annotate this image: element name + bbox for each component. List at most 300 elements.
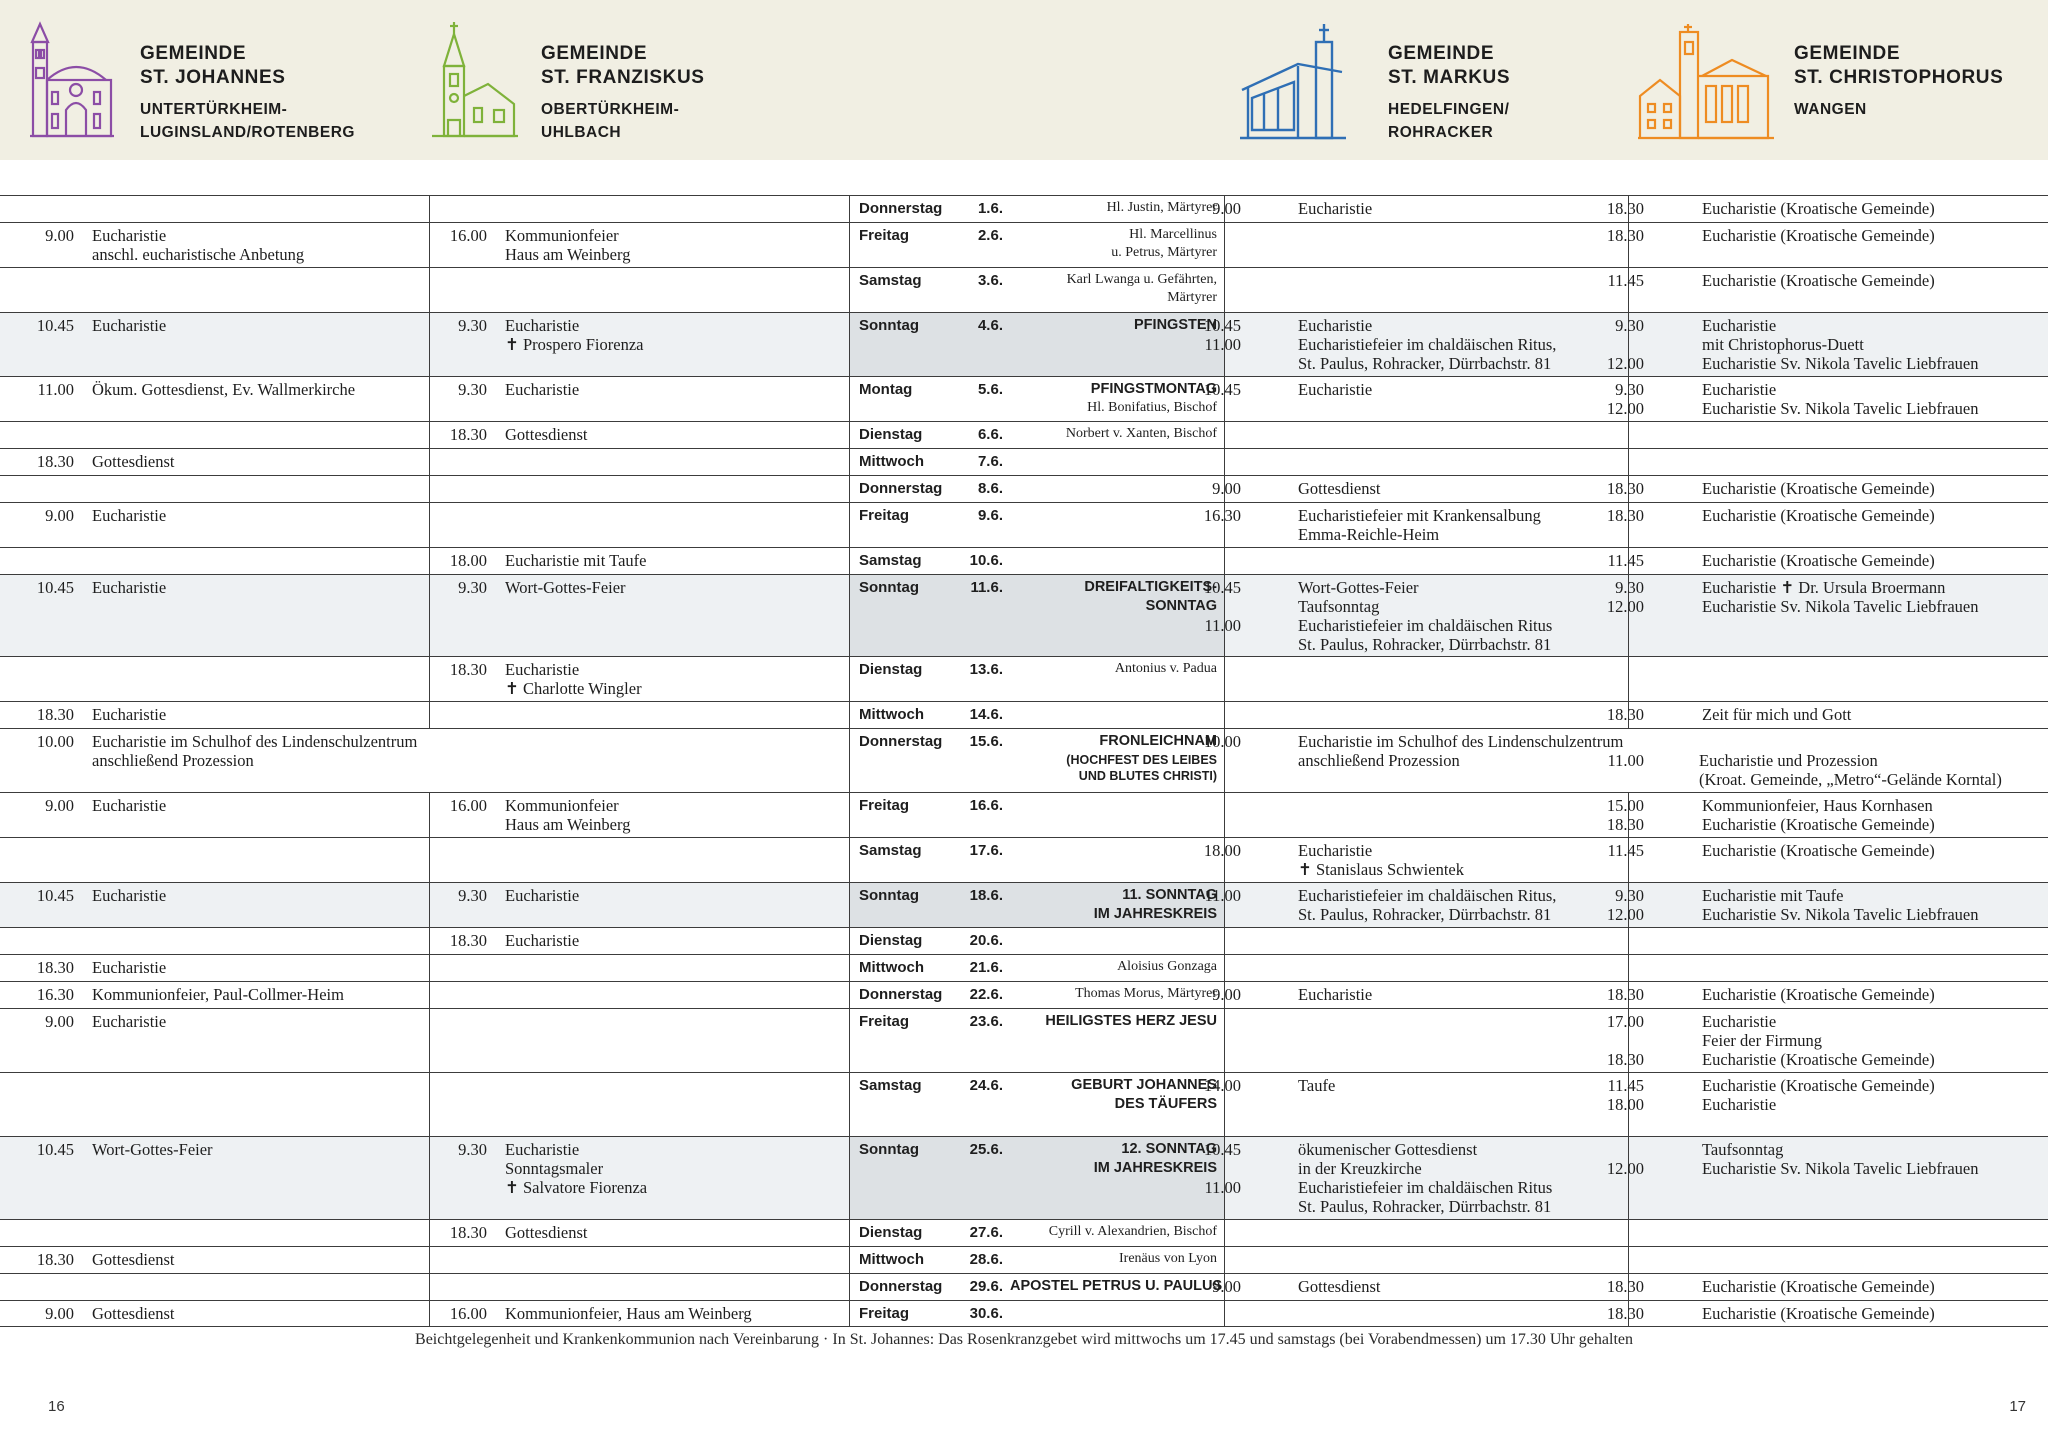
service-description: Eucharistie (Kroatische Gemeinde) [1702,815,1935,834]
service-description: Eucharistie (Kroatische Gemeinde) [1702,841,1935,860]
service-description: Eucharistie [505,1140,580,1159]
service-description: Eucharistiefeier mit Krankensalbung [1298,506,1541,525]
service-description: Eucharistie [1298,380,1373,399]
service-description: Eucharistie mit Taufe [1702,886,1844,905]
column-divider [1224,657,1225,701]
column-divider [429,476,430,502]
table-row [0,376,2048,421]
column-divider [429,1247,430,1273]
service-time: 16.00 [449,796,487,815]
service-time: 18.30 [1606,1277,1644,1296]
column-divider [429,982,430,1008]
date: 18.6. [969,887,1003,904]
column-divider [1224,1220,1225,1246]
service-time: 18.30 [36,958,74,977]
service-description: in der Kreuzkirche [1298,1159,1422,1178]
weekday: Freitag [859,1305,910,1322]
service-time: 18.30 [1606,479,1644,498]
parish-district-line1: OBERTÜRKHEIM- [541,101,680,118]
service-time: 10.00 [1203,732,1241,751]
service-description: Gottesdienst [92,452,175,471]
service-description: Eucharistie [92,796,167,815]
parish-name-line2: ST. MARKUS [1388,67,1511,88]
column-divider [1224,449,1225,475]
column-divider [429,1137,430,1219]
service-time: 11.00 [1204,886,1241,905]
service-description: Eucharistie mit Taufe [505,551,647,570]
column-divider [429,503,430,547]
service-time: 18.30 [449,660,487,679]
service-description: Eucharistie (Kroatische Gemeinde) [1702,1076,1935,1095]
column-divider [1628,1247,1629,1273]
feast-day-label: Hl. Justin, Märtyrer [1106,200,1217,215]
service-description: Eucharistie [1702,316,1777,335]
service-description: Feier der Firmung [1702,1031,1823,1050]
parish-district-line1: WANGEN [1794,101,1867,118]
service-time: 12.00 [1606,905,1644,924]
service-time: 9.00 [45,1304,74,1323]
parish-name-line2: ST. FRANZISKUS [541,67,705,88]
service-time: 12.00 [1606,354,1644,373]
weekday: Donnerstag [859,480,943,497]
date: 25.6. [969,1141,1003,1158]
service-description: Gottesdienst [1298,1277,1381,1296]
service-description: Kommunionfeier, Paul-Collmer-Heim [92,985,344,1004]
parish-district-line1: UNTERTÜRKHEIM- [140,101,288,118]
parish-st-christophorus [1636,0,2036,160]
parish-district-line2: UHLBACH [541,124,622,141]
column-divider [1224,422,1225,448]
service-time: 16.00 [449,226,487,245]
service-time: 14.00 [1203,1076,1241,1095]
date: 5.6. [977,381,1003,398]
table-row [0,421,2048,448]
table-row [0,1136,2048,1219]
service-time: 16.00 [449,1304,487,1323]
service-time: 10.45 [36,316,74,335]
column-divider [1224,268,1225,312]
service-description: Wort-Gottes-Feier [505,578,626,597]
column-divider [849,883,850,927]
table-row [0,792,2048,837]
date: 28.6. [969,1251,1003,1268]
table-row [0,1008,2048,1072]
service-time: 18.30 [449,1223,487,1242]
weekday: Dienstag [859,426,923,443]
service-time: 9.00 [45,226,74,245]
service-description: Eucharistie (Kroatische Gemeinde) [1702,551,1935,570]
table-row [0,312,2048,376]
service-time: 16.30 [1203,506,1241,525]
date: 29.6. [969,1278,1003,1295]
feast-day-label: Thomas Morus, Märtyrer [1075,986,1217,1001]
column-divider [1628,928,1629,954]
column-divider [1224,955,1225,981]
service-description: anschließend Prozession [92,751,254,770]
date: 10.6. [969,552,1003,569]
service-time: 18.30 [449,931,487,950]
weekday: Freitag [859,797,910,814]
service-time: 16.30 [36,985,74,1004]
date: 22.6. [969,986,1003,1003]
service-time: 18.30 [1606,1050,1644,1069]
column-divider [429,883,430,927]
weekday: Sonntag [859,1141,919,1158]
service-time: 9.30 [458,886,487,905]
service-description: mit Christophorus-Duett [1702,335,1864,354]
parish-st-markus [1238,0,1638,160]
column-divider [429,223,430,267]
parish-district-line2: ROHRACKER [1388,124,1494,141]
feast-day-label: IM JAHRESKREIS [1093,906,1217,922]
column-divider [849,223,850,267]
service-description: Eucharistie [92,226,167,245]
service-description: Eucharistie [505,660,580,679]
service-description: Eucharistie im Schulhof des Lindenschulzentrum [92,732,418,751]
date: 20.6. [969,932,1003,949]
footnote: Beichtgelegenheit und Krankenkommunion nach Vereinbarung · In St. Johannes: Das Rosenkranzgebet wird mittwochs um 17.45 und samstags (bei Vorabendmessen) um 17.30 Uhr gehalten [415,1331,1633,1348]
table-row [0,195,2048,222]
service-time: 18.30 [36,705,74,724]
service-time: 10.45 [1203,380,1241,399]
table-row [0,1273,2048,1300]
service-description: St. Paulus, Rohracker, Dürrbachstr. 81 [1298,635,1552,654]
service-description: Eucharistie (Kroatische Gemeinde) [1702,199,1935,218]
service-time: 9.30 [1615,380,1644,399]
service-time: 11.00 [1607,751,1644,770]
column-divider [429,268,430,312]
weekday: Dienstag [859,661,923,678]
service-description: Eucharistie [92,886,167,905]
weekday: Sonntag [859,887,919,904]
service-time: 18.30 [1606,506,1644,525]
column-divider [429,1274,430,1300]
column-divider [849,702,850,728]
column-divider [1224,793,1225,837]
service-description: Eucharistie [1702,1012,1777,1031]
service-time: 10.45 [1203,1140,1241,1159]
service-description: Eucharistie [505,886,580,905]
weekday: Mittwoch [859,706,924,723]
column-divider [849,1137,850,1219]
service-description: Gottesdienst [92,1304,175,1323]
service-description: Eucharistie [92,705,167,724]
weekday: Mittwoch [859,453,924,470]
column-divider [1628,1137,1629,1219]
column-divider [849,476,850,502]
service-description: Ökum. Gottesdienst, Ev. Wallmerkirche [92,380,356,399]
feast-day-label: SONNTAG [1145,598,1217,614]
service-time: 9.00 [45,506,74,525]
service-description: Kommunionfeier [505,226,619,245]
feast-day-label: FRONLEICHNAM [1099,733,1217,749]
service-description: Eucharistie im Schulhof des Lindenschulzentrum [1298,732,1624,751]
date: 4.6. [977,317,1003,334]
weekday: Samstag [859,552,922,569]
service-time: 11.45 [1607,271,1644,290]
service-time: 18.30 [36,1250,74,1269]
service-description: Eucharistie Sv. Nikola Tavelic Liebfrauen [1702,354,1979,373]
table-row [0,1246,2048,1273]
service-description: Eucharistie [1298,199,1373,218]
service-description: ✝ Prospero Fiorenza [505,335,644,354]
page-number-left: 16 [48,1398,65,1415]
service-time: 9.00 [1212,479,1241,498]
service-description: Sonntagsmaler [505,1159,604,1178]
service-description: Eucharistie und Prozession [1699,751,1878,770]
column-divider [1628,1220,1629,1246]
feast-day-label: HEILIGSTES HERZ JESU [1045,1013,1217,1029]
service-time: 17.00 [1606,1012,1644,1031]
feast-day-label: Hl. Bonifatius, Bischof [1087,400,1217,415]
date: 30.6. [969,1305,1003,1322]
page-number-right: 17 [2009,1398,2026,1415]
service-description: ✝ Salvatore Fiorenza [505,1178,648,1197]
service-description: Gottesdienst [1298,479,1381,498]
feast-day-label: PFINGSTEN [1134,317,1217,333]
table-row [0,267,2048,312]
feast-day-label: PFINGSTMONTAG [1090,381,1217,397]
column-divider [429,1009,430,1072]
date: 8.6. [977,480,1003,497]
service-description: Haus am Weinberg [505,245,631,264]
feast-day-label: Cyrill v. Alexandrien, Bischof [1048,1224,1217,1239]
service-description: ökumenischer Gottesdienst [1298,1140,1478,1159]
column-divider [849,1274,850,1300]
service-description: anschl. eucharistische Anbetung [92,245,305,264]
service-time: 18.30 [1606,199,1644,218]
column-divider [429,793,430,837]
service-description: Kommunionfeier [505,796,619,815]
feast-day-label: Antonius v. Padua [1114,661,1217,676]
date: 1.6. [977,200,1003,217]
service-description: Emma-Reichle-Heim [1298,525,1440,544]
service-description: Eucharistie (Kroatische Gemeinde) [1702,1050,1935,1069]
weekday: Sonntag [859,579,919,596]
service-description: Eucharistie Sv. Nikola Tavelic Liebfrauen [1702,399,1979,418]
service-description: Eucharistie (Kroatische Gemeinde) [1702,479,1935,498]
table-row [0,222,2048,267]
weekday: Samstag [859,842,922,859]
service-description: Eucharistie [92,1012,167,1031]
table-row [0,927,2048,954]
column-divider [849,982,850,1008]
service-description: Eucharistie [92,578,167,597]
column-divider [849,196,850,222]
service-time: 18.30 [36,452,74,471]
parish-st-johannes [28,0,428,160]
service-time: 10.45 [36,1140,74,1159]
service-description: Taufsonntag [1702,1140,1784,1159]
date: 14.6. [969,706,1003,723]
service-time: 10.00 [36,732,74,751]
service-time: 9.00 [1212,985,1241,1004]
weekday: Dienstag [859,1224,923,1241]
service-description: Eucharistiefeier im chaldäischen Ritus [1298,1178,1553,1197]
feast-day-label: APOSTEL PETRUS U. PAULUS [1010,1278,1223,1294]
service-description: Eucharistie [1702,1095,1777,1114]
service-time: 12.00 [1606,597,1644,616]
column-divider [849,313,850,376]
feast-day-label: Karl Lwanga u. Gefährten, [1066,272,1217,287]
service-time: 9.30 [1615,886,1644,905]
service-time: 18.30 [1606,226,1644,245]
service-description: anschließend Prozession [1298,751,1460,770]
table-row [0,656,2048,701]
feast-day-label: u. Petrus, Märtyrer [1111,245,1217,260]
parish-name-line2: ST. CHRISTOPHORUS [1794,67,2004,88]
date: 17.6. [969,842,1003,859]
service-time: 18.30 [1606,705,1644,724]
service-description: St. Paulus, Rohracker, Dürrbachstr. 81 [1298,1197,1552,1216]
weekday: Dienstag [859,932,923,949]
parish-st-franziskus [430,0,850,160]
feast-day-label: UND BLUTES CHRISTI) [1078,769,1217,783]
column-divider [429,449,430,475]
service-description: Eucharistie [1298,985,1373,1004]
date: 6.6. [977,426,1003,443]
date: 24.6. [969,1077,1003,1094]
column-divider [429,657,430,701]
service-time: 12.00 [1606,1159,1644,1178]
service-time: 18.00 [449,551,487,570]
column-divider [429,548,430,574]
table-row [0,701,2048,728]
service-time: 18.30 [1606,1304,1644,1323]
weekday: Donnerstag [859,200,943,217]
service-description: Eucharistie [92,316,167,335]
feast-day-label: (HOCHFEST DES LEIBES [1066,753,1217,767]
parish-name-line1: GEMEINDE [140,43,247,64]
date: 9.6. [977,507,1003,524]
column-divider [1224,702,1225,728]
service-time: 10.45 [36,886,74,905]
service-time: 9.30 [458,578,487,597]
weekday: Donnerstag [859,986,943,1003]
service-time: 11.00 [1204,335,1241,354]
table-row [0,448,2048,475]
date: 13.6. [969,661,1003,678]
service-description: Kommunionfeier, Haus Kornhasen [1702,796,1933,815]
column-divider [429,838,430,882]
service-description: Kommunionfeier, Haus am Weinberg [505,1304,752,1323]
service-time: 9.00 [1212,199,1241,218]
weekday: Samstag [859,272,922,289]
service-description: Eucharistie [1298,316,1373,335]
feast-day-label: Irenäus von Lyon [1119,1251,1217,1266]
service-time: 9.30 [1615,316,1644,335]
service-time: 9.30 [458,316,487,335]
service-time: 9.00 [45,1012,74,1031]
feast-day-label: 12. SONNTAG [1121,1141,1217,1157]
service-description: Eucharistie [1298,841,1373,860]
weekday: Montag [859,381,913,398]
weekday: Freitag [859,1013,910,1030]
service-description: Eucharistie (Kroatische Gemeinde) [1702,1277,1935,1296]
service-time: 18.00 [1606,1095,1644,1114]
weekday: Sonntag [859,317,919,334]
service-time: 12.00 [1606,399,1644,418]
service-description: St. Paulus, Rohracker, Dürrbachstr. 81 [1298,905,1552,924]
column-divider [429,928,430,954]
date: 21.6. [969,959,1003,976]
column-divider [1224,1301,1225,1326]
service-time: 11.00 [1204,1178,1241,1197]
weekday: Mittwoch [859,959,924,976]
service-description: Eucharistie [1702,380,1777,399]
weekday: Mittwoch [859,1251,924,1268]
service-time: 11.45 [1607,551,1644,570]
column-divider [849,729,850,792]
parish-name-line1: GEMEINDE [541,43,648,64]
column-divider [1628,955,1629,981]
service-time: 9.30 [458,380,487,399]
column-divider [429,422,430,448]
column-divider [429,702,430,728]
column-divider [849,268,850,312]
column-divider [429,196,430,222]
column-divider [429,313,430,376]
service-time: 15.00 [1606,796,1644,815]
weekday: Freitag [859,227,910,244]
date: 27.6. [969,1224,1003,1241]
column-divider [849,1247,850,1273]
column-divider [849,449,850,475]
parish-header [0,0,2048,160]
service-description: Eucharistie Sv. Nikola Tavelic Liebfrauen [1702,597,1979,616]
column-divider [429,1220,430,1246]
column-divider [849,793,850,837]
column-divider [849,575,850,656]
service-description: Gottesdienst [92,1250,175,1269]
service-time: 10.45 [36,578,74,597]
service-description: Eucharistiefeier im chaldäischen Ritus, [1298,886,1557,905]
service-time: 11.00 [1204,616,1241,635]
column-divider [849,1220,850,1246]
service-description: Eucharistie Sv. Nikola Tavelic Liebfrauen [1702,905,1979,924]
service-description: Eucharistie [505,316,580,335]
feast-day-label: DES TÄUFERS [1114,1096,1217,1112]
service-time: 9.00 [45,796,74,815]
parish-name-line1: GEMEINDE [1794,43,1901,64]
service-time: 11.45 [1607,841,1644,860]
column-divider [849,1073,850,1136]
church-icon [1238,20,1348,140]
feast-day-label: Hl. Marcellinus [1129,227,1217,242]
column-divider [849,503,850,547]
service-description: Eucharistie (Kroatische Gemeinde) [1702,1304,1935,1323]
date: 7.6. [977,453,1003,470]
date: 3.6. [977,272,1003,289]
service-description: St. Paulus, Rohracker, Dürrbachstr. 81 [1298,354,1552,373]
column-divider [1628,422,1629,448]
column-divider [849,955,850,981]
table-row [0,981,2048,1008]
table-row [0,1300,2048,1327]
weekday: Samstag [859,1077,922,1094]
feast-day-label: IM JAHRESKREIS [1093,1160,1217,1176]
service-time: 10.45 [1203,316,1241,335]
service-time: 9.30 [458,1140,487,1159]
column-divider [429,955,430,981]
service-description: Haus am Weinberg [505,815,631,834]
table-row [0,954,2048,981]
date: 2.6. [977,227,1003,244]
service-description: Eucharistiefeier im chaldäischen Ritus, [1298,335,1557,354]
table-row [0,1072,2048,1136]
column-divider [849,838,850,882]
service-description: Eucharistie (Kroatische Gemeinde) [1702,271,1935,290]
